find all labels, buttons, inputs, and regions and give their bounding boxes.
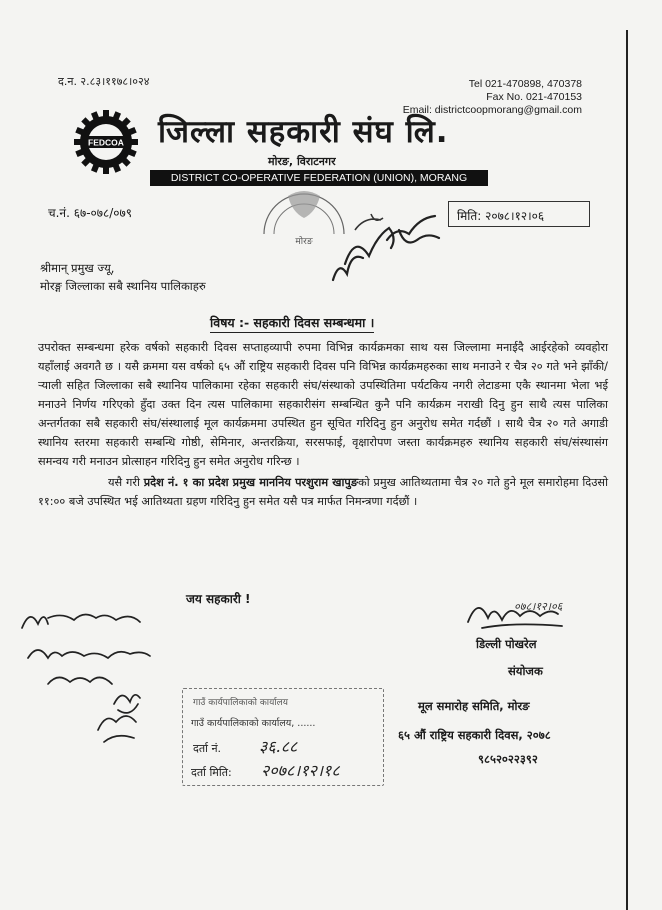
receipt-date-value: २०७८।१२।१८ bbox=[261, 761, 340, 780]
svg-text:०७८।१२।०६: ०७८।१२।०६ bbox=[514, 600, 563, 613]
chief-guest-highlight: प्रदेश नं. १ का प्रदेश प्रमुख माननिय परशुराम खापुङ bbox=[143, 476, 359, 489]
federation-logo bbox=[68, 104, 144, 180]
body-paragraph-2: यसै गरी प्रदेश नं. १ का प्रदेश प्रमुख माननिय परशुराम खापुङको प्रमुख आतिथ्यतामा चैत्र २० गते हुने मूल समारोहमा दिउसो ११:०० बजे उपस्थित भई आतिथ्यता ग्रहण गरिदिनु हुन समेत यसै पत्र मार्फत निमन्त्रणा गर्दछौं । bbox=[38, 476, 608, 508]
email: Email: districtcoopmorang@gmail.com bbox=[402, 104, 582, 116]
svg-text:मोरङ: मोरङ bbox=[295, 237, 313, 247]
recipient-address: मोरङ्ग जिल्लाका सबै स्थानिय पालिकाहरु bbox=[40, 279, 206, 293]
body-paragraph-1: उपरोक्त सम्बन्धमा हरेक वर्षको सहकारी दिवस सप्ताहव्यापी रुपमा विभिन्न कार्यक्रमका साथ यस जिल्लामा मनाईदै आईरहेको व्यवहोरा यहाँलाई अवगतै छ । यसै क्रममा यस वर्षको ६५ औं राष्ट्रिय सहकारी दिवस पनि विभिन्न कार्यक्रमहरुका साथ मनाउने र चैत्र २० गते भने झाँकी/र्‍याली सहित जिल्लाका सबै स्थानिय पालिकामा रहेका सहकारी संघ/संस्थाको उपस्थितिमा पर्यटकिय नगरी लेटाङमा एकै स्थानमा भेला भई मनाउने निर्णय गरिएको हुँदा उक्त दिन त्यस पालिकामा सहकारीसंग सम्बन्धित कुनै पनि कार्यक्रम नराखी दिनु हुन साथै त्यस पालिका अन्तर्गतका सबै सहकारी संघ/संस्थालाई मूल कार्यक्रममा उपस्थित हुन सूचित गरिदिनु हुन अनुरोध समेत गर्दछौं । साथै चैत्र २० गते अगाडी स्थानिय स्तरमा सहकारी सम्बन्धि गोष्ठी, सेमिनार, अन्तरक्रिया, सरसफाई, वृक्षारोपण जस्ता कार्यक्रमहरु स्थानिय सहकारी संघ/संस्थासंग समन्वय गरी मनाउन प्रोत्साहन गरिदिनु हुन समेत अनुरोध गरिन्छ । bbox=[38, 341, 608, 468]
signer-name: डिल्ली पोखरेल bbox=[476, 637, 537, 651]
svg-text:FEDCOA: FEDCOA bbox=[88, 137, 124, 148]
receipt-stamp bbox=[182, 688, 384, 786]
contact-phone: ९८५२०२२३९२ bbox=[478, 752, 538, 766]
letter-body bbox=[38, 338, 608, 511]
organization-location: मोरङ, विराटनगर bbox=[268, 155, 336, 168]
receipt-stamp-header: गाउँ कार्यपालिकाको कार्यालय bbox=[193, 698, 288, 708]
telephone: Tel 021-470898, 470378 bbox=[468, 78, 582, 90]
page-edge-line bbox=[626, 30, 628, 910]
signer-signature bbox=[462, 588, 582, 636]
receipt-darta-label: दर्ता नं. bbox=[193, 742, 222, 755]
receipt-darta-value: ३६.८८ bbox=[259, 737, 298, 756]
organization-name-english: DISTRICT CO-OPERATIVE FEDERATION (UNION), MORANG bbox=[150, 170, 488, 186]
subject-line: विषय :- सहकारी दिवस सम्बन्धमा । bbox=[210, 314, 374, 333]
dispatch-number: च.नं. ६७-०७८/०७९ bbox=[48, 206, 133, 220]
occasion-title: ६५ औं राष्ट्रिय सहकारी दिवस, २०७८ bbox=[398, 728, 551, 742]
handwritten-forwarding-note bbox=[325, 200, 455, 290]
date-box bbox=[448, 201, 590, 227]
signer-role: संयोजक bbox=[508, 664, 543, 678]
closing-slogan: जय सहकारी ! bbox=[186, 592, 251, 606]
letter-date: मिति: २०७८।१२।०६ bbox=[457, 209, 545, 223]
fax: Fax No. 021-470153 bbox=[486, 91, 582, 103]
handwritten-left-notes bbox=[18, 600, 188, 750]
recipient-salutation: श्रीमान् प्रमुख ज्यू, bbox=[40, 261, 115, 275]
receipt-stamp-office: गाउँ कार्यपालिकाको कार्यालय, ...... bbox=[191, 718, 316, 729]
organization-name-nepali: जिल्ला सहकारी संघ लि. bbox=[158, 114, 449, 150]
receipt-date-label: दर्ता मिति: bbox=[191, 766, 232, 779]
committee-name: मूल समारोह समिति, मोरङ bbox=[418, 699, 530, 713]
reference-number: द.न. २.८३।११७८।०२४ bbox=[58, 75, 150, 88]
